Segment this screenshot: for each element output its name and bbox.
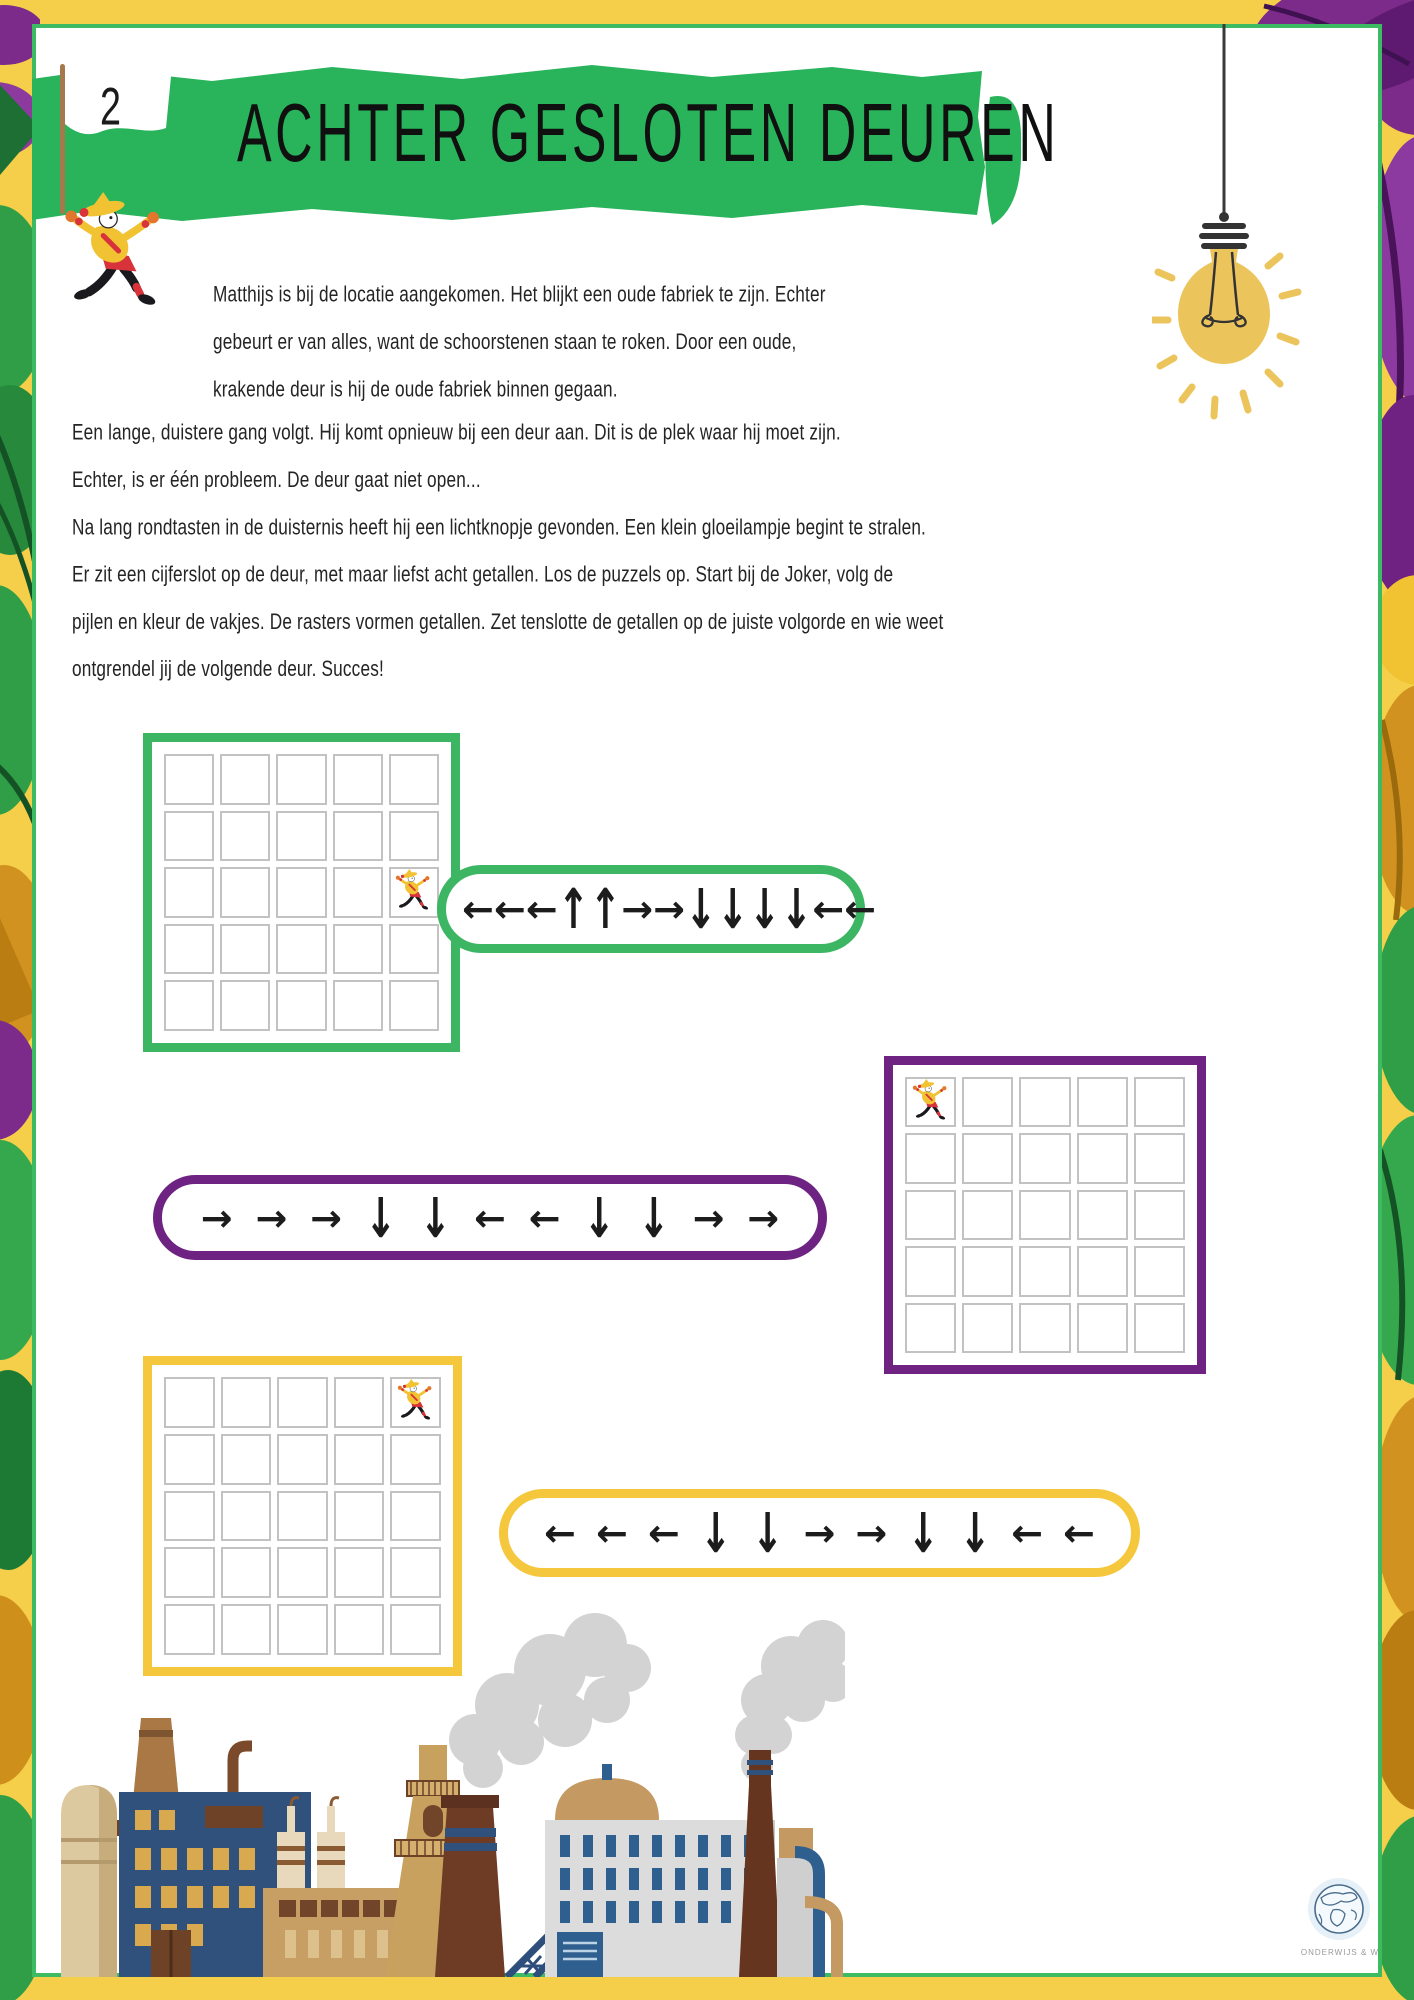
arrow-left-icon: ← <box>528 1195 561 1240</box>
grid-cell[interactable] <box>164 867 214 918</box>
grid-cell[interactable] <box>389 754 439 805</box>
arrow-down-icon: ↓ <box>419 1185 452 1250</box>
arrow-left-icon: ← <box>812 887 845 931</box>
story-line: Matthijs is bij de locatie aangekomen. Het blijkt een oude fabriek te zijn. Echter <box>213 283 826 308</box>
grid-cell[interactable] <box>390 1547 441 1598</box>
arrow-down-icon: ↓ <box>748 877 781 941</box>
grid-cell[interactable] <box>333 980 383 1031</box>
globe-logo <box>1303 1876 1375 1946</box>
puzzle-grid-purple <box>884 1056 1206 1374</box>
grid-cell[interactable] <box>333 811 383 862</box>
grid-cell[interactable] <box>164 1434 215 1485</box>
page-title: ACHTER GESLOTEN DEUREN <box>237 87 1060 180</box>
arrow-sequence-purple <box>153 1175 827 1260</box>
grid-cell[interactable] <box>333 754 383 805</box>
arrow-down-icon: ↓ <box>780 877 813 941</box>
arrow-sequence-yellow <box>499 1489 1140 1577</box>
arrow-right-icon: → <box>621 887 654 931</box>
grid-cell[interactable] <box>389 924 439 975</box>
arrow-left-icon: ← <box>462 887 494 931</box>
grid-cell[interactable] <box>1077 1246 1128 1296</box>
grid-cell[interactable] <box>334 1547 385 1598</box>
grid-cell[interactable] <box>389 867 439 918</box>
grid-cell[interactable] <box>389 980 439 1031</box>
arrow-left-icon: ← <box>544 1511 576 1555</box>
grid-cell[interactable] <box>333 867 383 918</box>
arrow-right-icon: → <box>200 1195 233 1240</box>
arrow-down-icon: ↓ <box>716 877 749 941</box>
grid-cell[interactable] <box>164 980 214 1031</box>
grid-cell[interactable] <box>276 754 326 805</box>
arrow-left-icon: ← <box>525 887 558 931</box>
joker-icon <box>908 1079 954 1125</box>
arrow-left-icon: ← <box>844 887 876 931</box>
story-paragraph-indented <box>213 272 826 414</box>
story-line: krakende deur is hij de oude fabriek binnen gegaan. <box>213 377 618 402</box>
arrow-down-icon: ↓ <box>751 1501 784 1565</box>
grid-cell[interactable] <box>276 924 326 975</box>
grid-cell[interactable] <box>220 924 270 975</box>
grid-cell[interactable] <box>1134 1246 1185 1296</box>
grid-cell[interactable] <box>905 1190 956 1240</box>
grid-cell[interactable] <box>1134 1190 1185 1240</box>
lightbulb-icon <box>1152 24 1312 444</box>
story-line: ontgrendel jij de volgende deur. Succes! <box>72 657 384 682</box>
grid-cell[interactable] <box>1019 1246 1070 1296</box>
grid-cell[interactable] <box>905 1133 956 1183</box>
arrow-right-icon: → <box>653 887 685 931</box>
grid-cell[interactable] <box>390 1377 441 1428</box>
grid-cell[interactable] <box>334 1491 385 1542</box>
grid-cell[interactable] <box>220 980 270 1031</box>
arrow-down-icon: ↓ <box>959 1501 992 1565</box>
grid-cell[interactable] <box>1019 1133 1070 1183</box>
story-line: Een lange, duistere gang volgt. Hij komt opnieuw bij een deur aan. Dit is de plek waar hij moet zijn. <box>72 421 841 446</box>
grid-cell[interactable] <box>1134 1077 1185 1127</box>
grid-cell[interactable] <box>164 1491 215 1542</box>
arrow-right-icon: → <box>747 1195 780 1240</box>
grid-cell[interactable] <box>164 754 214 805</box>
grid-cell[interactable] <box>164 924 214 975</box>
grid-cell[interactable] <box>220 867 270 918</box>
arrow-left-icon: ← <box>474 1195 506 1240</box>
arrow-down-icon: ↓ <box>684 877 717 941</box>
arrow-right-icon: → <box>310 1195 342 1240</box>
joker-icon <box>391 869 437 915</box>
factory-illustration <box>55 1600 845 1977</box>
grid-cell[interactable] <box>277 1491 328 1542</box>
grid-cell[interactable] <box>962 1303 1013 1353</box>
grid-cell[interactable] <box>334 1377 385 1428</box>
arrow-right-icon: → <box>692 1195 725 1240</box>
joker-icon <box>393 1379 439 1425</box>
grid-cell[interactable] <box>277 1547 328 1598</box>
arrow-down-icon: ↓ <box>583 1185 616 1250</box>
story-line: Er zit een cijferslot op de deur, met maar liefst acht getallen. Los de puzzels op. Start bij de Joker, volg de <box>72 562 894 588</box>
arrow-right-icon: → <box>855 1511 888 1555</box>
grid-cell[interactable] <box>334 1434 385 1485</box>
grid-cell[interactable] <box>220 811 270 862</box>
arrow-left-icon: ← <box>493 887 526 931</box>
grid-cell[interactable] <box>221 1547 272 1598</box>
grid-cell[interactable] <box>905 1246 956 1296</box>
grid-cell[interactable] <box>277 1377 328 1428</box>
puzzle-grid-green <box>143 733 460 1052</box>
arrow-sequence-green <box>437 865 876 953</box>
grid-cell[interactable] <box>276 811 326 862</box>
arrow-down-icon: ↓ <box>364 1185 397 1250</box>
arrow-up-icon: ↑ <box>557 877 590 941</box>
grid-cell[interactable] <box>1077 1077 1128 1127</box>
grid-cell[interactable] <box>277 1434 328 1485</box>
grid-cell[interactable] <box>962 1077 1013 1127</box>
arrow-left-icon: ← <box>595 1511 628 1555</box>
grid-cell[interactable] <box>1019 1190 1070 1240</box>
arrow-left-icon: ← <box>1011 1511 1043 1555</box>
joker-icon <box>52 182 180 330</box>
story-line: Na lang rondtasten in de duisternis heeft hij een lichtknopje gevonden. Een klein gloeilampje begint te stralen. <box>72 515 927 540</box>
grid-cell[interactable] <box>962 1190 1013 1240</box>
grid-cell[interactable] <box>164 811 214 862</box>
brand-label: ONDERWIJS & W <box>1300 1948 1380 1957</box>
story-line: Echter, is er één probleem. De deur gaat niet open... <box>72 468 481 493</box>
arrow-up-icon: ↑ <box>589 877 622 941</box>
grid-cell[interactable] <box>1077 1190 1128 1240</box>
arrow-down-icon: ↓ <box>637 1185 670 1250</box>
grid-cell[interactable] <box>1134 1133 1185 1183</box>
grid-cell[interactable] <box>1077 1133 1128 1183</box>
grid-cell[interactable] <box>1019 1077 1070 1127</box>
arrow-left-icon: ← <box>647 1511 680 1555</box>
grid-cell[interactable] <box>221 1434 272 1485</box>
grid-cell[interactable] <box>389 811 439 862</box>
grid-cell[interactable] <box>390 1434 441 1485</box>
grid-cell[interactable] <box>905 1077 956 1127</box>
arrow-down-icon: ↓ <box>907 1501 940 1565</box>
grid-cell[interactable] <box>1134 1303 1185 1353</box>
grid-cell[interactable] <box>164 1547 215 1598</box>
page-number: 2 <box>100 76 121 137</box>
grid-cell[interactable] <box>221 1491 272 1542</box>
story-paragraph <box>72 410 944 694</box>
grid-cell[interactable] <box>276 867 326 918</box>
grid-cell[interactable] <box>164 1377 215 1428</box>
grid-cell[interactable] <box>905 1303 956 1353</box>
arrow-down-icon: ↓ <box>699 1501 732 1565</box>
grid-cell[interactable] <box>220 754 270 805</box>
grid-cell[interactable] <box>276 980 326 1031</box>
grid-cell[interactable] <box>1019 1303 1070 1353</box>
grid-cell[interactable] <box>333 924 383 975</box>
grid-cell[interactable] <box>962 1246 1013 1296</box>
grid-cell[interactable] <box>962 1133 1013 1183</box>
arrow-right-icon: → <box>803 1511 836 1555</box>
story-line: pijlen en kleur de vakjes. De rasters vormen getallen. Zet tenslotte de getallen op de juiste volgorde en wie weet <box>72 610 944 635</box>
grid-cell[interactable] <box>390 1491 441 1542</box>
story-line: gebeurt er van alles, want de schoorstenen staan te roken. Door een oude, <box>213 330 797 355</box>
grid-cell[interactable] <box>221 1377 272 1428</box>
arrow-left-icon: ← <box>1062 1511 1095 1555</box>
arrow-right-icon: → <box>255 1195 288 1240</box>
grid-cell[interactable] <box>1077 1303 1128 1353</box>
